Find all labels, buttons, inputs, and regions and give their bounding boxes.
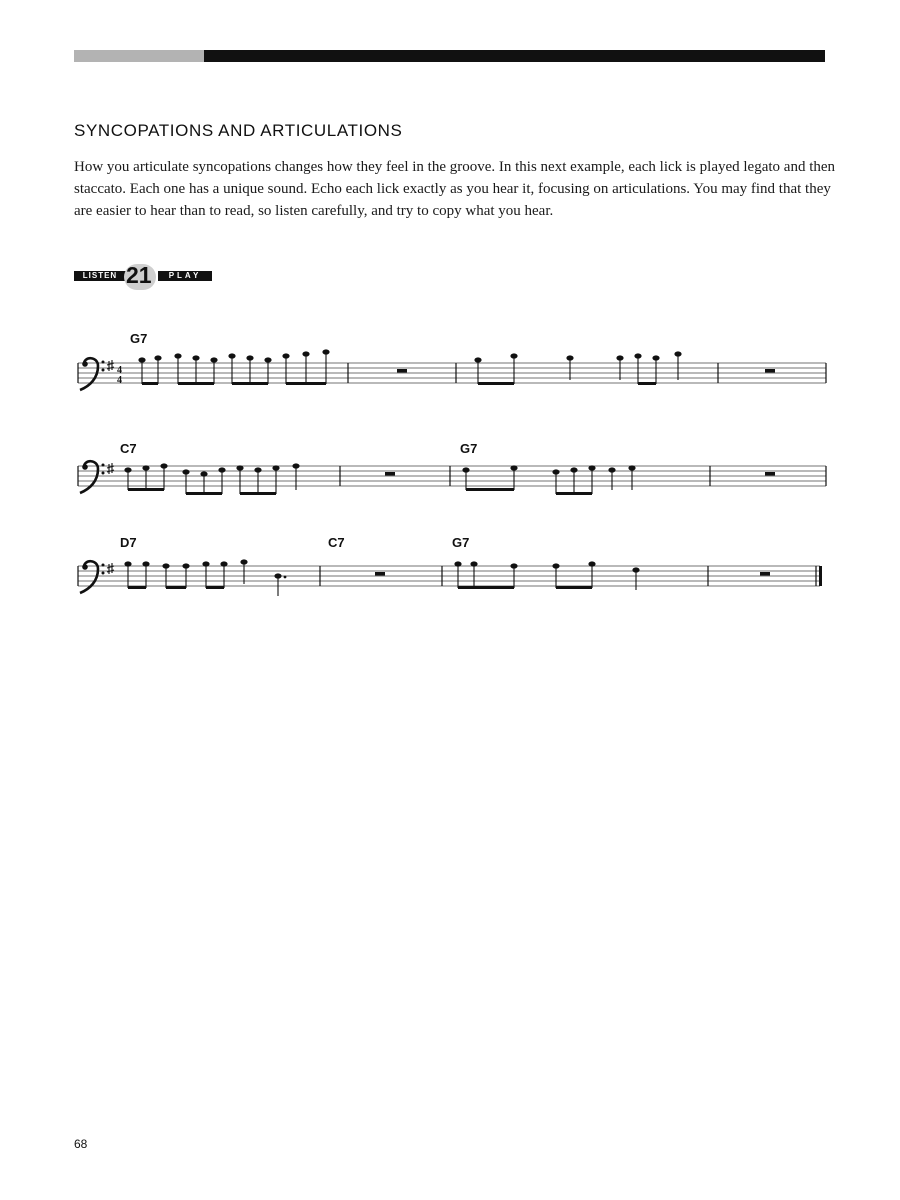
chord-symbol: G7 (452, 535, 470, 550)
music-score (0, 320, 900, 620)
header-rule-accent (74, 50, 204, 62)
listen-label: LISTEN (74, 271, 126, 281)
notes-measure-1 (138, 349, 329, 362)
chord-symbol: C7 (120, 441, 137, 456)
notes-measure-3 (124, 463, 299, 476)
svg-text:4: 4 (117, 375, 122, 386)
section-body: How you articulate syncopations changes how they feel in the groove. In this next example, each lick is played legato and then staccato. Each one has a unique sound. Echo each lick exactly as you hear it, focusing on articulations. You may find that they are easier to hear than to read, so listen carefully, and try to copy what you hear. (74, 159, 836, 219)
staff-system-3 (78, 535, 822, 596)
track-number: 21 (126, 262, 152, 288)
staff-system-1 (78, 331, 826, 390)
notes-measure-4 (462, 465, 635, 474)
chord-symbol: G7 (130, 331, 148, 346)
chord-symbol: G7 (460, 441, 478, 456)
section-title: SYNCOPATIONS AND ARTICULATIONS (74, 121, 403, 140)
staff-system-2 (78, 441, 826, 495)
notes-measure-2 (474, 351, 681, 362)
chord-symbol: C7 (328, 535, 345, 550)
play-label: PLAY (158, 271, 212, 281)
svg-text:4: 4 (117, 365, 122, 376)
chord-symbol: D7 (120, 535, 137, 550)
page-number: 68 (74, 1137, 88, 1151)
header-rule (74, 50, 825, 62)
